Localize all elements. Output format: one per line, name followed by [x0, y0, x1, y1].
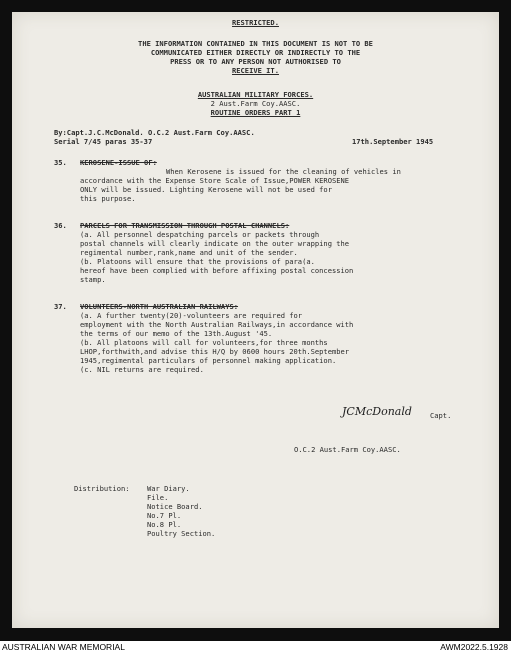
para-36-line: hereof have been complied with before affixing postal concession [80, 266, 354, 275]
footer-source: AUSTRALIAN WAR MEMORIAL [2, 642, 125, 652]
distribution-item: No.8 Pl. [147, 520, 182, 529]
distribution-item: Poultry Section. [147, 529, 216, 538]
para-35-heading: KEROSENE-ISSUE OF: [80, 158, 157, 167]
para-37-line: LHOP,forthwith,and advise this H/Q by 0600 hours 20th.September [80, 347, 350, 356]
para-35-line: When Kerosene is issued for the cleaning of vehicles in [166, 167, 401, 176]
distribution-item: No.7 Pl. [147, 511, 182, 520]
distribution-item: File. [147, 493, 169, 502]
para-37-number: 37. [54, 302, 67, 311]
para-37-heading: VOLUNTEERS-NORTH AUSTRALIAN RAILWAYS: [80, 302, 239, 311]
serial: Serial 7/45 paras 35-37 [54, 137, 153, 146]
para-37-line: (a. A further twenty(20)-volunteers are required for [80, 311, 303, 320]
para-36-line: (b. Platoons will ensure that the provisions of para(a. [80, 257, 315, 266]
signatory-office: O.C.2 Aust.Farm Coy.AASC. [294, 445, 401, 454]
para-36-line: postal channels will clearly indicate on the outer wrapping the [80, 239, 350, 248]
warning-line-2: COMMUNICATED EITHER DIRECTLY OR INDIRECTLY TO THE [150, 48, 361, 57]
by-line: By:Capt.J.C.McDonald. O.C.2 Aust.Farm Coy.AASC. [54, 128, 255, 137]
para-37-line: 1945,regimental particulars of personnel making application. [80, 356, 337, 365]
warning-line-3: PRESS OR TO ANY PERSON NOT AUTHORISED TO [170, 57, 341, 66]
order-date: 17th.September 1945 [352, 137, 434, 146]
para-35-line: this purpose. [80, 194, 136, 203]
para-36-line: stamp. [80, 275, 106, 284]
warning-line-1: THE INFORMATION CONTAINED IN THIS DOCUMENT IS NOT TO BE [138, 39, 373, 48]
para-36-number: 36. [54, 221, 67, 230]
para-36-heading: PARCELS FOR TRANSMISSION THROUGH POSTAL CHANNELS: [80, 221, 290, 230]
force-name: AUSTRALIAN MILITARY FORCES. [197, 90, 314, 99]
para-35-line: ONLY will be issued. Lighting Kerosene will not be used for [80, 185, 332, 194]
archive-footer [0, 641, 511, 653]
para-36-line: regimental number,rank,name and unit of the sender. [80, 248, 298, 257]
document-page [12, 12, 499, 628]
para-36-line: (a. All personnel despatching parcels or packets through [80, 230, 320, 239]
footer-reference: AWM2022.5.1928 [440, 642, 508, 652]
para-35-number: 35. [54, 158, 67, 167]
distribution-item: War Diary. [147, 484, 190, 493]
para-37-line: (b. All platoons will call for volunteers,for three months [80, 338, 328, 347]
distribution-label: Distribution: [74, 484, 130, 493]
para-37-line: (c. NIL returns are required. [80, 365, 204, 374]
para-37-line: the terms of our memo of the 13th.August '45. [80, 329, 273, 338]
para-37-line: employment with the North Australian Railways,in accordance with [80, 320, 354, 329]
warning-line-4: RECEIVE IT. [232, 66, 279, 75]
signatory-rank: Capt. [430, 411, 452, 420]
distribution-item: Notice Board. [147, 502, 203, 511]
signature: JCMcDonald [342, 405, 412, 418]
unit-name: 2 Aust.Farm Coy.AASC. [210, 99, 301, 108]
orders-title: ROUTINE ORDERS PART 1 [210, 108, 301, 117]
para-35-line: accordance with the Expense Store Scale of Issue,POWER KEROSENE [80, 176, 350, 185]
classification: RESTRICTED. [232, 18, 279, 27]
